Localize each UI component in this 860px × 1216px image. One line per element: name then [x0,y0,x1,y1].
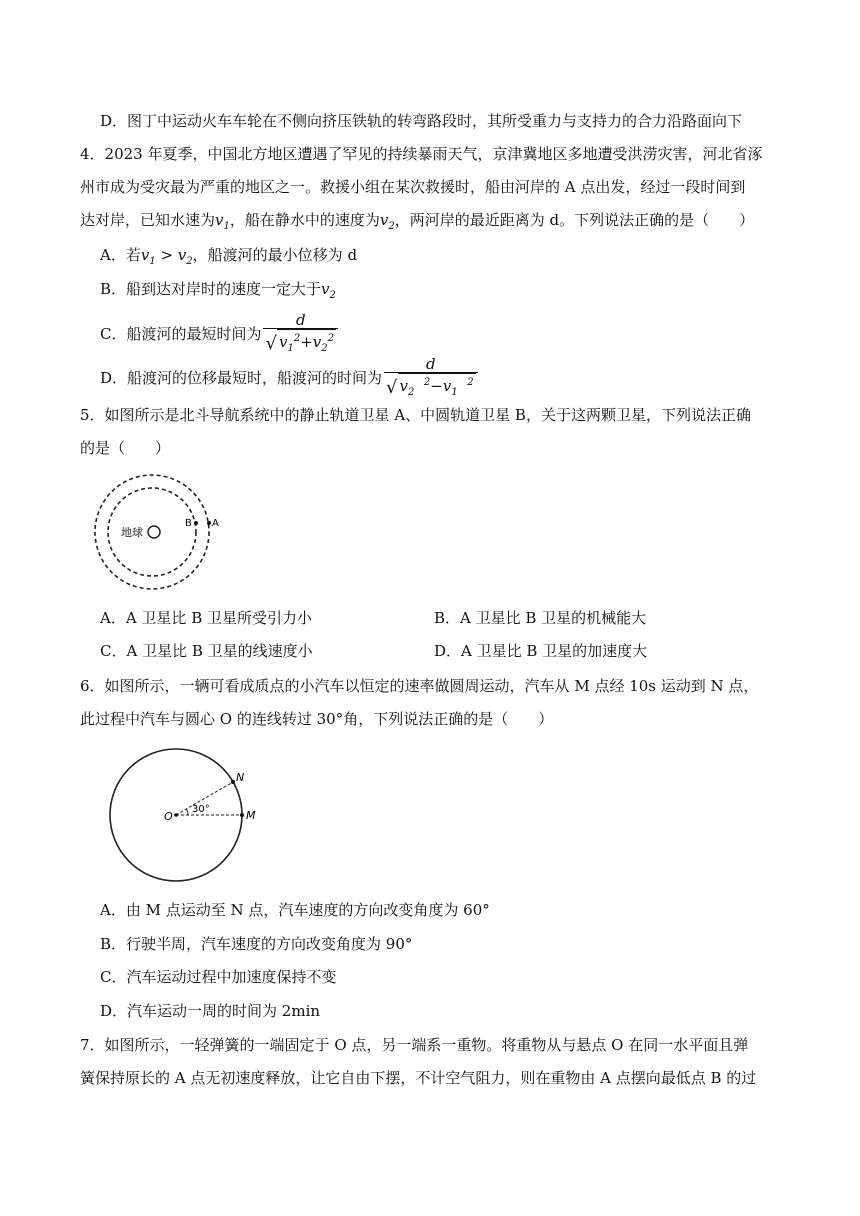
center-O-dot [174,813,178,817]
q4-text-c: ，两河岸的最近距离为 d。下列说法正确的是（ ） [394,211,755,229]
formula-d-over-sqrt-diff: $\frac{d}{√ v_2 ^2-v_1 ^2}$ [384,356,478,402]
q4-option-d-text: D．船渡河的位移最短时，船渡河的时间为 [100,369,383,387]
q4-option-c-text: C．船渡河的最短时间为 [100,325,262,343]
satellite-orbit-figure [92,470,222,595]
q6-option-c: C．汽车运动过程中加速度保持不变 [100,968,337,986]
q5-option-b: B．A 卫星比 B 卫星的机械能大 [434,609,647,627]
satellite-B-dot [194,521,198,525]
q4-option-a [100,245,357,272]
q4-option-b [100,279,336,306]
satellite-B-label: B [185,518,192,529]
label-O: O [164,810,173,823]
label-angle: 30° [192,804,210,815]
q4-option-a-prefix: A．若 [100,246,141,264]
q4-stem-line1: 4．2023 年夏季，中国北方地区遭遇了罕见的持续暴雨天气，京津冀地区多地遭受洪涝灾害，河北省涿 [80,145,763,163]
math-v1-gt-v2: $v_1 > v_2$ [140,246,193,267]
q5-stem-line1: 5．如图所示是北斗导航系统中的静止轨道卫星 A、中圆轨道卫星 B，关于这两颗卫星，下列说法正确 [80,406,751,424]
formula-d-over-sqrt-sum: $\frac{d}{√ v_1^2+v_2^2}$ [263,312,338,358]
angle-arc [186,809,188,815]
q4-text-b: ，船在静水中的速度为 [229,211,380,229]
var-v1: $v_1$ [215,211,230,232]
q6-stem-line2: 此过程中汽车与圆心 O 的连线转过 30°角，下列说法正确的是（ ） [80,710,554,728]
circular-motion-figure [106,745,266,885]
q4-stem-line3 [80,210,754,237]
point-M-dot [240,813,244,817]
q7-stem-line2: 簧保持原长的 A 点无初速度释放，让它自由下摆，不计空气阻力，则在重物由 A 点摆向最低点 B 的过 [80,1069,757,1087]
q5-option-c: C．A 卫星比 B 卫星的线速度小 [100,642,313,660]
q4-text-a: 达对岸，已知水速为 [80,211,216,229]
q4-option-a-suffix: ，船渡河的最小位移为 d [192,246,358,264]
earth-label: 地球 [121,526,143,539]
q4-option-b-text: B．船到达对岸时的速度一定大于 [100,280,322,298]
var-v2: $v_2$ [379,211,395,232]
earth-icon [148,526,160,538]
q6-option-b: B．行驶半周，汽车速度的方向改变角度为 90° [100,935,413,953]
var-v2: $v_2$ [321,280,336,301]
q5-option-a: A．A 卫星比 B 卫星所受引力小 [100,609,312,627]
q6-stem-line1: 6．如图所示，一辆可看成质点的小汽车以恒定的速率做圆周运动，汽车从 M 点经 10s 运动到 N 点， [80,677,759,695]
label-M: M [246,809,256,822]
label-N: N [236,771,245,784]
satellite-A-dot [207,521,211,525]
q4-option-c [100,312,338,358]
q4-option-d [100,356,478,402]
q6-option-a: A．由 M 点运动至 N 点，汽车速度的方向改变角度为 60° [100,901,490,919]
q4-stem-line2: 州市成为受灾最为严重的地区之一。救援小组在某次救援时，船由河岸的 A 点出发，经过一段时间到 [80,178,746,196]
q7-stem-line1: 7．如图所示，一轻弹簧的一端固定于 O 点，另一端系一重物。将重物从与悬点 O 在同一水平面且弹 [80,1036,749,1054]
point-N-dot [231,780,235,784]
q3-option-d: D．图丁中运动火车车轮在不侧向挤压铁轨的转弯路段时，其所受重力与支持力的合力沿路面向下 [100,112,743,130]
satellite-A-label: A [212,518,219,529]
q6-option-d: D．汽车运动一周的时间为 2min [100,1002,321,1020]
q5-option-d: D．A 卫星比 B 卫星的加速度大 [434,642,648,660]
q5-stem-line2: 的是（ ） [80,439,171,457]
